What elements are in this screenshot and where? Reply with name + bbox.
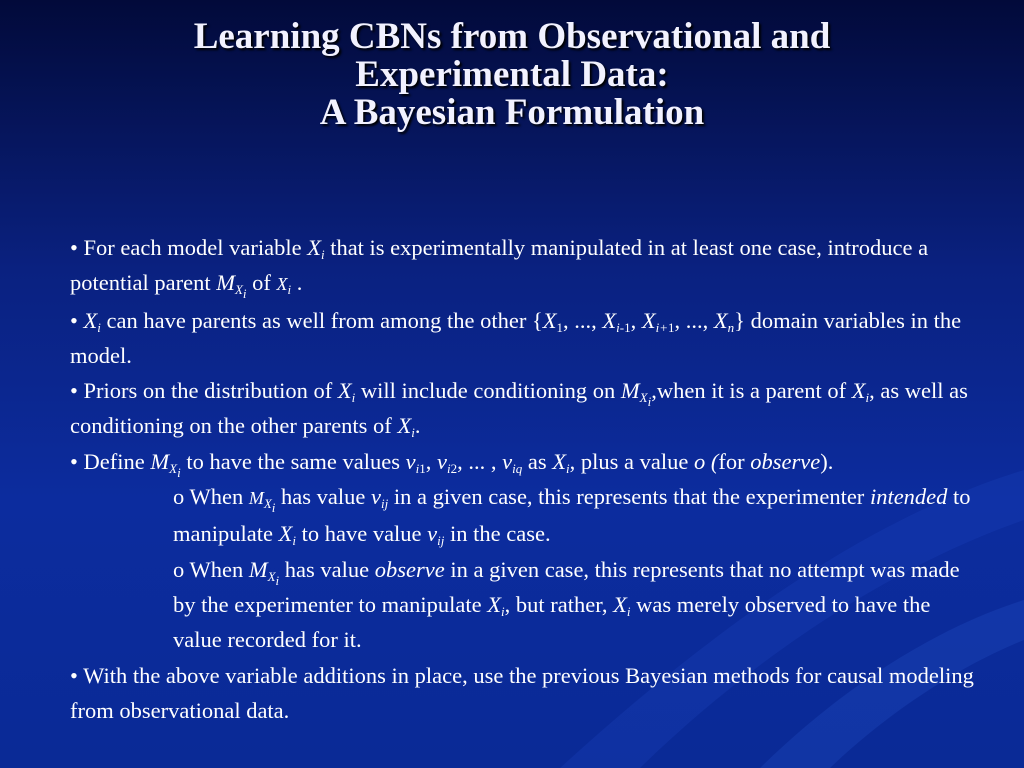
bullet-glyph: • <box>70 378 84 404</box>
var-x: X <box>851 378 866 404</box>
text: in the case. <box>444 521 551 547</box>
var-x: X <box>552 448 566 474</box>
text: } domain variables in the model. <box>70 307 962 368</box>
bullet-glyph: • <box>70 235 84 260</box>
text: Define <box>83 448 151 474</box>
subscript: i <box>566 460 570 476</box>
subscript: X <box>234 282 243 298</box>
text: will include conditioning on <box>355 378 621 404</box>
var-x: X <box>276 274 288 295</box>
subscript: ij <box>437 533 445 549</box>
text: . <box>414 413 421 439</box>
text: to have the same values <box>180 448 406 474</box>
text: For each model variable <box>83 235 308 260</box>
title-line-1: Learning CBNs from Observational and <box>193 16 831 57</box>
slide-body <box>70 230 980 728</box>
bullet-paragraph-5 <box>70 658 980 729</box>
text: , <box>630 307 642 333</box>
var-x: X <box>83 307 98 333</box>
title-line-2: Experimental Data: <box>355 54 669 95</box>
bullet-glyph: • <box>70 307 84 333</box>
subscript: 1 <box>668 319 675 335</box>
text: With the above variable additions in place, use the previous Bayesian methods for causal modeling from observational data. <box>70 662 974 723</box>
var-x: X <box>278 521 293 547</box>
text: , <box>425 448 437 474</box>
text: Priors on the distribution of <box>83 378 338 404</box>
var-m: M <box>150 448 170 474</box>
var-v: v <box>437 448 447 474</box>
text: has value <box>279 556 375 582</box>
slide-title <box>62 18 962 132</box>
var-x: X <box>641 307 656 333</box>
subscript: i- <box>616 319 625 335</box>
var-x: X <box>487 591 502 617</box>
subscript: i <box>287 282 292 298</box>
var-x: X <box>397 413 412 439</box>
value-observe: observe <box>750 448 821 474</box>
subscript: i <box>292 533 296 549</box>
text: can have parents as well from among the other { <box>100 307 543 333</box>
subscript: i <box>411 425 415 441</box>
text: ,when it is a parent of <box>651 378 852 404</box>
subscript: i <box>242 286 247 302</box>
subscript: 1 <box>419 460 426 476</box>
text: of <box>246 270 277 296</box>
subscript: ij <box>381 496 389 512</box>
text: , ... , <box>457 448 503 474</box>
text: has value <box>275 484 371 510</box>
bullet-paragraph-3 <box>70 373 980 444</box>
subscript: 2 <box>450 460 458 476</box>
subscript: i+ <box>655 319 669 335</box>
text: in a given case, this represents that the experimenter <box>388 484 870 510</box>
text: , plus a value <box>569 448 694 474</box>
subscript: i <box>415 460 420 476</box>
subscript: i <box>351 390 356 406</box>
var-m: M <box>248 488 264 509</box>
subscript: X <box>263 496 272 512</box>
bullet-paragraph-2 <box>70 303 980 374</box>
sub-bullet-lead: o When <box>173 556 249 582</box>
var-x: X <box>713 307 728 333</box>
var-v: v <box>502 448 513 474</box>
title-line-3: A Bayesian Formulation <box>319 92 705 133</box>
var-x: X <box>307 235 321 260</box>
subscript: i <box>275 572 280 588</box>
text: that is experimentally manipulated in at least one case, introduce a potential parent <box>70 235 929 296</box>
text: , as well as conditioning on the other parents of <box>70 378 968 439</box>
text: ). <box>820 448 834 474</box>
subscript: i <box>177 464 181 480</box>
bullet-paragraph-4 <box>70 444 980 479</box>
var-v: v <box>405 448 416 474</box>
subscript: i <box>626 603 631 619</box>
subscript: X <box>169 460 178 476</box>
subscript: i <box>501 603 505 619</box>
text: , ..., <box>563 307 603 333</box>
sub-bullet-paragraph-2 <box>70 552 980 658</box>
text: . <box>291 270 303 296</box>
subscript: i <box>647 394 652 410</box>
text: , ..., <box>674 307 714 333</box>
bullet-paragraph-1 <box>70 230 980 303</box>
emphasis-observe: observe <box>374 556 445 582</box>
subscript: i <box>320 247 325 262</box>
text: , but rather, <box>504 591 614 617</box>
var-m: M <box>620 378 640 404</box>
sub-bullet-lead: o When <box>173 484 249 510</box>
text: to have value <box>295 521 428 547</box>
bullet-glyph: • <box>70 662 84 688</box>
var-v: v <box>427 521 438 547</box>
text: as <box>522 448 553 474</box>
subscript: i <box>271 500 276 516</box>
subscript: i <box>97 319 101 335</box>
var-x: X <box>602 307 617 333</box>
var-x: X <box>542 307 557 333</box>
subscript: 1 <box>624 319 631 335</box>
var-v: v <box>371 484 381 510</box>
subscript: X <box>267 568 276 584</box>
value-o: o ( <box>693 448 719 474</box>
sub-bullet-paragraph-1 <box>70 479 980 552</box>
subscript: i <box>865 390 870 406</box>
subscript: 1 <box>556 319 564 335</box>
text: for <box>718 448 751 474</box>
emphasis-intended: intended <box>869 484 948 510</box>
text: to manipulate <box>173 484 971 547</box>
var-m: M <box>248 556 268 582</box>
var-m: M <box>216 270 235 296</box>
var-x: X <box>613 591 627 617</box>
subscript: iq <box>512 460 523 476</box>
subscript: i <box>447 460 451 476</box>
bullet-glyph: • <box>70 448 84 474</box>
subscript: X <box>639 390 648 406</box>
var-x: X <box>337 378 352 404</box>
subscript: n <box>727 319 735 335</box>
text: was merely observed to have the value recorded for it. <box>173 591 931 653</box>
text: in a given case, this represents that no attempt was made by the experimenter to manipulate <box>173 556 960 617</box>
